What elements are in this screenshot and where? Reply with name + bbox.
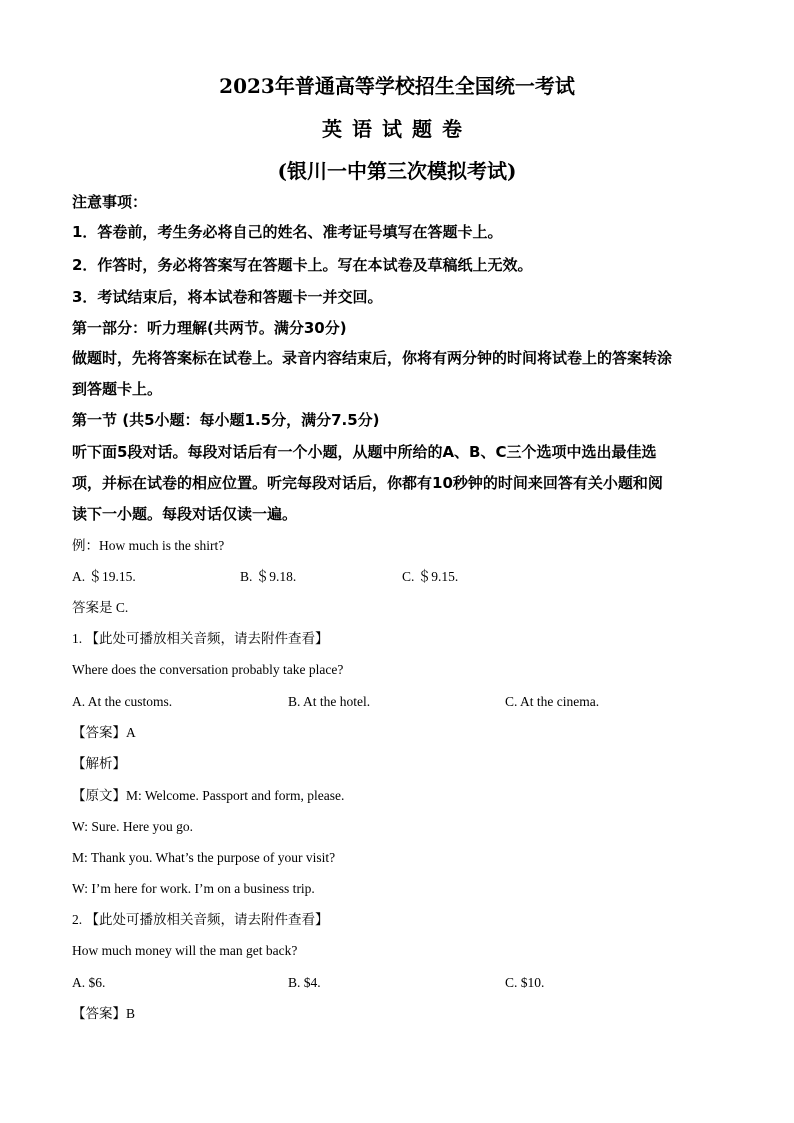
section1-line-3: 读下一小题。每段对话仅读一遍。 [72, 505, 298, 523]
q2-option-c: C. $10. [505, 975, 545, 990]
notice-item-1: 1．答卷前，考生务必将自己的姓名、准考证号填写在答题卡上。 [72, 223, 503, 241]
notice-item-2: 2．作答时，务必将答案写在答题卡上。写在本试卷及草稿纸上无效。 [72, 256, 533, 274]
q1-answer-tag: 【答案】 [72, 725, 126, 741]
q1-answer-value: A [126, 725, 136, 740]
q1-dialogue-line-3: M: Thank you. What’s the purpose of your visit? [72, 850, 336, 865]
section1-line-2: 项，并标在试卷的相应位置。听完每段对话后，你都有10秒钟的时间来回答有关小题和阅 [72, 474, 663, 492]
q1-question: Where does the conversation probably take place? [72, 662, 344, 677]
q2-question: How much money will the man get back? [72, 943, 298, 958]
section1-line-1: 听下面5段对话。每段对话后有一个小题，从题中所给的A、B、C三个选项中选出最佳选 [72, 443, 657, 461]
example-answer: 答案是 C. [72, 600, 129, 615]
example-option-b: B. ＄9.18. [240, 569, 297, 584]
q2-answer-tag: 【答案】 [72, 1006, 126, 1022]
q1-option-a: A. At the customs. [72, 694, 173, 709]
q1-analysis-tag: 【解析】 [72, 756, 126, 772]
section1-heading: 第一节 (共5小题：每小题1.5分，满分7.5分) [72, 411, 380, 429]
example-option-a: A. ＄19.15. [72, 569, 136, 584]
q1-option-b: B. At the hotel. [288, 694, 371, 709]
notice-heading: 注意事项： [72, 193, 148, 211]
q1-answer-line [72, 723, 732, 743]
q2-answer-line [72, 1004, 732, 1024]
school-name: (银川一中第三次模拟考试) [277, 159, 517, 183]
q1-audio-link[interactable] [72, 629, 732, 649]
example-option-c: C. ＄9.15. [402, 569, 459, 584]
exam-title: 2023年普通高等学校招生全国统一考试 [219, 74, 575, 98]
exam-subtitle: 英语试题卷 [322, 117, 472, 141]
q1-analysis-line [72, 754, 732, 774]
q2-audio-text: 2. 【此处可播放相关音频，请去附件查看】 [72, 912, 329, 927]
notice-item-3: 3．考试结束后，将本试卷和答题卡一并交回。 [72, 288, 383, 306]
q2-option-a: A. $6. [72, 975, 106, 990]
part1-intro-line-1: 做题时，先将答案标在试卷上。录音内容结束后，你将有两分钟的时间将试卷上的答案转涂 [72, 349, 673, 367]
example-question: 例：How much is the shirt? [72, 538, 225, 553]
part1-intro-line-2: 到答题卡上。 [72, 380, 163, 398]
q1-audio-text: 1. 【此处可播放相关音频，请去附件查看】 [72, 631, 329, 646]
q1-option-c: C. At the cinema. [505, 694, 600, 709]
q1-dialogue-line-1 [72, 786, 732, 806]
q1-dialogue-text-1: M: Welcome. Passport and form, please. [126, 788, 345, 803]
q2-option-b: B. $4. [288, 975, 321, 990]
part1-heading: 第一部分：听力理解(共两节。满分30分) [72, 319, 347, 337]
q2-audio-link[interactable] [72, 910, 732, 930]
q1-dialogue-line-2: W: Sure. Here you go. [72, 819, 193, 834]
q2-answer-value: B [126, 1006, 136, 1021]
q1-dialogue-line-4: W: I’m here for work. I’m on a business trip. [72, 881, 315, 896]
q1-original-tag: 【原文】 [72, 788, 126, 804]
